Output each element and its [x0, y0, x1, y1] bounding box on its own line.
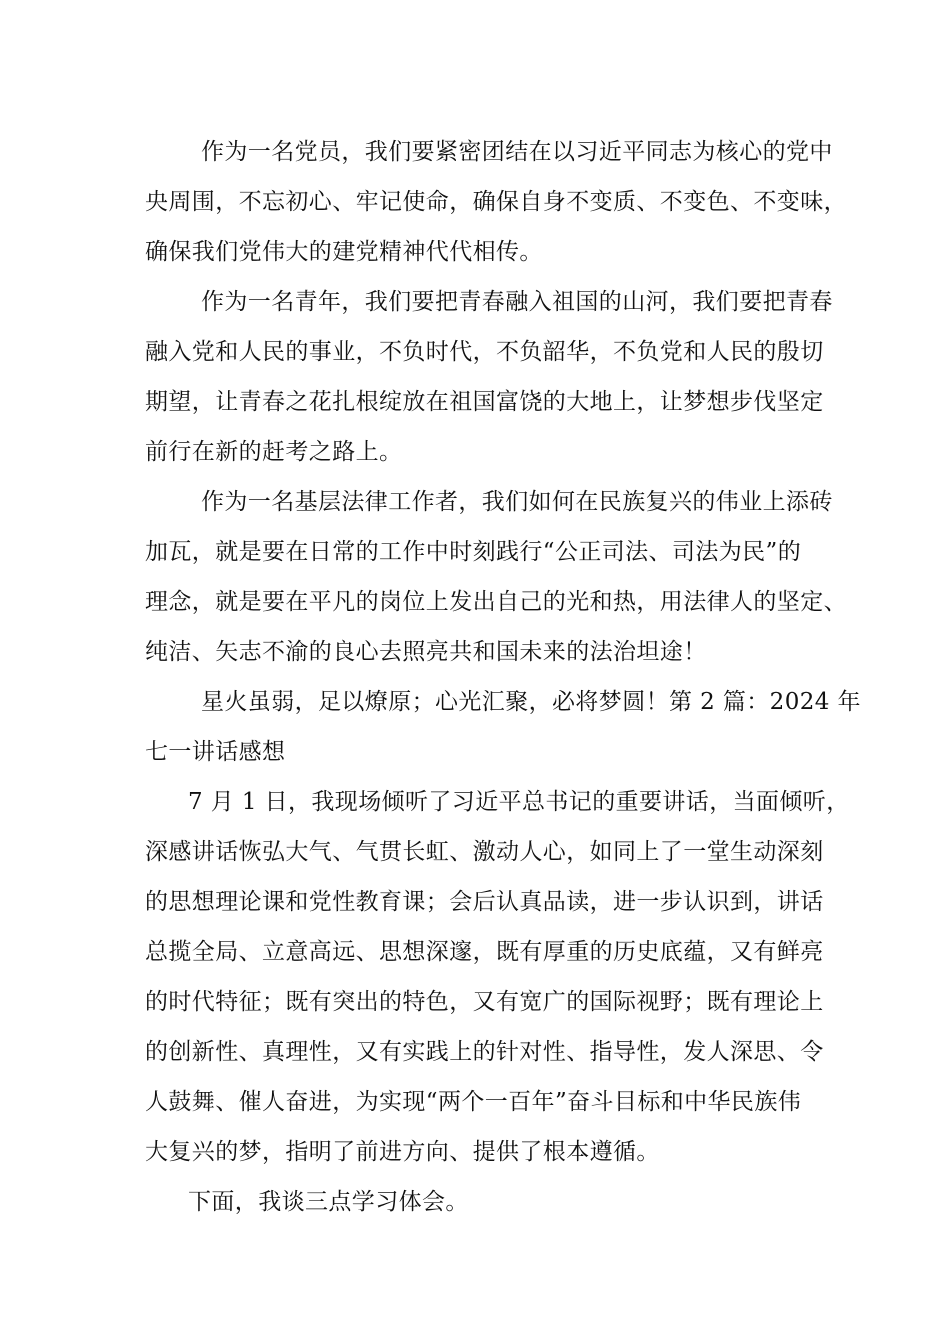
- text-line: 加瓦，就是要在日常的工作中时刻践行“公正司法、司法为民”的: [145, 539, 802, 565]
- text-line: 的创新性、真理性，又有实践上的针对性、指导性，发人深思、令: [145, 1039, 824, 1065]
- section-heading-line: 七一讲话感想: [145, 739, 286, 765]
- text-line: 作为一名党员，我们要紧密团结在以习近平同志为核心的党中: [201, 139, 833, 165]
- text-line: 7 月 1 日，我现场倾听了习近平总书记的重要讲话，当面倾听，: [188, 789, 850, 815]
- text-line: 纯洁、矢志不渝的良心去照亮共和国未来的法治坦途！: [145, 639, 707, 665]
- text-line: 理念，就是要在平凡的岗位上发出自己的光和热，用法律人的坚定、: [145, 589, 847, 615]
- text-line: 星火虽弱，足以燎原；心光汇聚，必将梦圆！第 2 篇：2024 年: [201, 689, 861, 715]
- text-line: 总揽全局、立意高远、思想深邃，既有厚重的历史底蕴，又有鲜亮: [145, 939, 824, 965]
- text-line: 的时代特征；既有突出的特色，又有宽广的国际视野；既有理论上: [145, 989, 824, 1015]
- text-line: 下面，我谈三点学习体会。: [188, 1189, 469, 1215]
- text-line: 人鼓舞、催人奋进，为实现“两个一百年”奋斗目标和中华民族伟: [145, 1089, 802, 1115]
- text-line: 作为一名青年，我们要把青春融入祖国的山河，我们要把青春: [201, 289, 833, 315]
- text-line: 前行在新的赶考之路上。: [145, 439, 403, 465]
- text-line: 融入党和人民的事业，不负时代，不负韶华，不负党和人民的殷切: [145, 339, 824, 365]
- text-line: 央周围，不忘初心、牢记使命，确保自身不变质、不变色、不变味，: [145, 189, 847, 215]
- text-line: 深感讲话恢弘大气、气贯长虹、激动人心，如同上了一堂生动深刻: [145, 839, 824, 865]
- text-line: 期望，让青春之花扎根绽放在祖国富饶的大地上，让梦想步伐坚定: [145, 389, 824, 415]
- text-line: 作为一名基层法律工作者，我们如何在民族复兴的伟业上添砖: [201, 489, 833, 515]
- text-line: 大复兴的梦，指明了前进方向、提供了根本遵循。: [145, 1139, 660, 1165]
- text-line: 确保我们党伟大的建党精神代代相传。: [145, 239, 543, 265]
- text-line: 的思想理论课和党性教育课；会后认真品读，进一步认识到，讲话: [145, 889, 824, 915]
